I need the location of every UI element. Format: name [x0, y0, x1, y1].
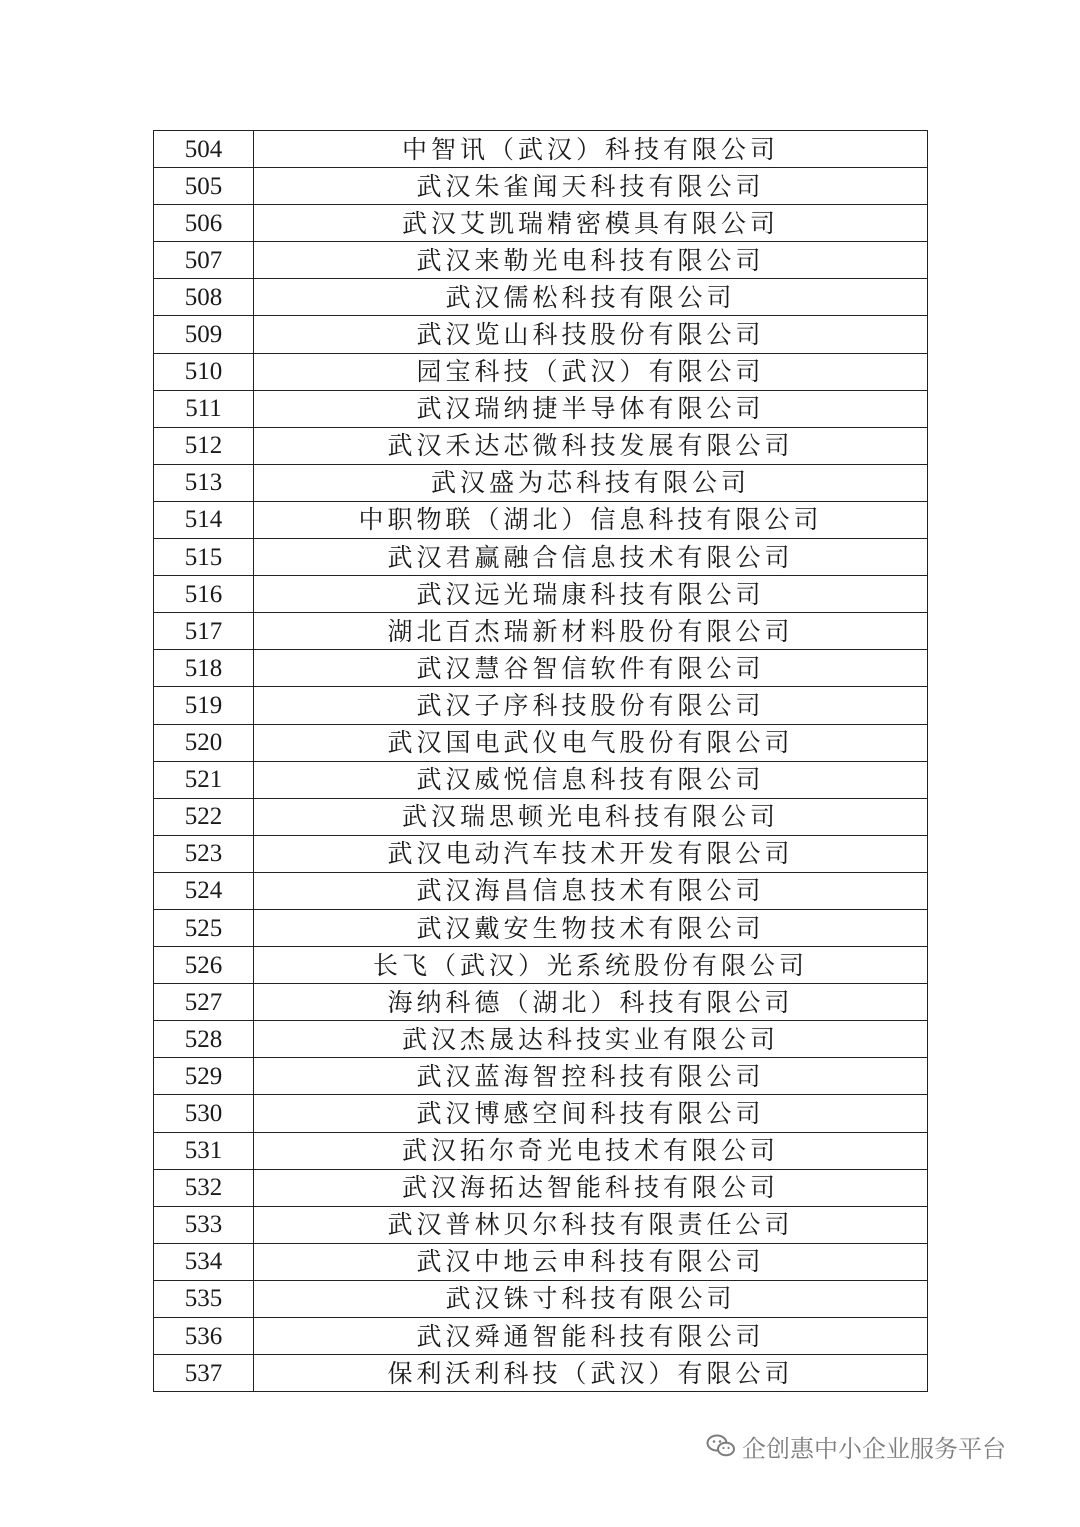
row-number: 525 [154, 909, 254, 946]
company-name: 武汉普林贝尔科技有限责任公司 [254, 1206, 928, 1243]
company-name: 武汉蓝海智控科技有限公司 [254, 1058, 928, 1095]
row-number: 529 [154, 1058, 254, 1095]
table-row [154, 650, 928, 687]
company-name: 武汉中地云申科技有限公司 [254, 1243, 928, 1280]
company-name: 长飞（武汉）光系统股份有限公司 [254, 947, 928, 984]
company-name: 武汉儒松科技有限公司 [254, 279, 928, 316]
table-row [154, 798, 928, 835]
company-name: 武汉艾凯瑞精密模具有限公司 [254, 205, 928, 242]
table-row [154, 1318, 928, 1355]
table-row [154, 1095, 928, 1132]
row-number: 516 [154, 576, 254, 613]
row-number: 520 [154, 724, 254, 761]
row-number: 511 [154, 390, 254, 427]
row-number: 537 [154, 1355, 254, 1392]
company-name: 武汉电动汽车技术开发有限公司 [254, 835, 928, 872]
watermark-text: 企创惠中小企业服务平台 [742, 1434, 1006, 1463]
row-number: 521 [154, 761, 254, 798]
company-name: 武汉来勒光电科技有限公司 [254, 242, 928, 279]
company-name: 海纳科德（湖北）科技有限公司 [254, 984, 928, 1021]
table-row [154, 427, 928, 464]
company-name: 园宝科技（武汉）有限公司 [254, 353, 928, 390]
row-number: 506 [154, 205, 254, 242]
company-name: 武汉远光瑞康科技有限公司 [254, 576, 928, 613]
company-name: 武汉君赢融合信息技术有限公司 [254, 539, 928, 576]
table-row [154, 1058, 928, 1095]
row-number: 519 [154, 687, 254, 724]
table-row [154, 613, 928, 650]
table-row [154, 687, 928, 724]
table-row [154, 242, 928, 279]
company-name: 武汉铢寸科技有限公司 [254, 1280, 928, 1317]
company-name: 武汉慧谷智信软件有限公司 [254, 650, 928, 687]
company-name: 保利沃利科技（武汉）有限公司 [254, 1355, 928, 1392]
table-row [154, 1021, 928, 1058]
table-row [154, 168, 928, 205]
table-row [154, 205, 928, 242]
row-number: 536 [154, 1318, 254, 1355]
table-row [154, 1243, 928, 1280]
row-number: 528 [154, 1021, 254, 1058]
company-name: 中职物联（湖北）信息科技有限公司 [254, 501, 928, 538]
row-number: 517 [154, 613, 254, 650]
company-name: 武汉瑞纳捷半导体有限公司 [254, 390, 928, 427]
row-number: 531 [154, 1132, 254, 1169]
company-name: 武汉国电武仪电气股份有限公司 [254, 724, 928, 761]
table-row [154, 316, 928, 353]
company-name: 武汉杰晟达科技实业有限公司 [254, 1021, 928, 1058]
row-number: 534 [154, 1243, 254, 1280]
table-row [154, 501, 928, 538]
row-number: 530 [154, 1095, 254, 1132]
row-number: 513 [154, 464, 254, 501]
company-name: 武汉瑞思顿光电科技有限公司 [254, 798, 928, 835]
row-number: 514 [154, 501, 254, 538]
row-number: 515 [154, 539, 254, 576]
table-row [154, 576, 928, 613]
row-number: 510 [154, 353, 254, 390]
row-number: 523 [154, 835, 254, 872]
company-name: 湖北百杰瑞新材料股份有限公司 [254, 613, 928, 650]
row-number: 518 [154, 650, 254, 687]
company-name: 武汉戴安生物技术有限公司 [254, 909, 928, 946]
row-number: 533 [154, 1206, 254, 1243]
row-number: 507 [154, 242, 254, 279]
table-row [154, 464, 928, 501]
table-row [154, 724, 928, 761]
table-row [154, 353, 928, 390]
company-name: 武汉海拓达智能科技有限公司 [254, 1169, 928, 1206]
row-number: 509 [154, 316, 254, 353]
table-row [154, 984, 928, 1021]
table-row [154, 131, 928, 168]
row-number: 524 [154, 872, 254, 909]
table-row [154, 1132, 928, 1169]
company-name: 武汉舜通智能科技有限公司 [254, 1318, 928, 1355]
company-name: 武汉盛为芯科技有限公司 [254, 464, 928, 501]
row-number: 527 [154, 984, 254, 1021]
table-body [154, 131, 928, 1392]
table-row [154, 835, 928, 872]
company-name: 武汉威悦信息科技有限公司 [254, 761, 928, 798]
table-row [154, 761, 928, 798]
wechat-icon [706, 1433, 736, 1459]
table-row [154, 1169, 928, 1206]
table-row [154, 947, 928, 984]
row-number: 522 [154, 798, 254, 835]
row-number: 504 [154, 131, 254, 168]
company-name: 武汉子序科技股份有限公司 [254, 687, 928, 724]
table-row [154, 909, 928, 946]
table-row [154, 539, 928, 576]
company-name: 武汉览山科技股份有限公司 [254, 316, 928, 353]
row-number: 505 [154, 168, 254, 205]
company-name: 武汉拓尔奇光电技术有限公司 [254, 1132, 928, 1169]
company-name: 武汉博感空间科技有限公司 [254, 1095, 928, 1132]
row-number: 532 [154, 1169, 254, 1206]
row-number: 526 [154, 947, 254, 984]
row-number: 508 [154, 279, 254, 316]
company-name: 武汉海昌信息技术有限公司 [254, 872, 928, 909]
company-list-table [153, 130, 928, 1392]
company-name: 武汉朱雀闻天科技有限公司 [254, 168, 928, 205]
row-number: 512 [154, 427, 254, 464]
row-number: 535 [154, 1280, 254, 1317]
watermark [706, 1426, 1006, 1466]
table-row [154, 1355, 928, 1392]
table-row [154, 279, 928, 316]
table-row [154, 1280, 928, 1317]
table-row [154, 1206, 928, 1243]
table-row [154, 872, 928, 909]
company-name: 中智讯（武汉）科技有限公司 [254, 131, 928, 168]
company-name: 武汉禾达芯微科技发展有限公司 [254, 427, 928, 464]
table-row [154, 390, 928, 427]
